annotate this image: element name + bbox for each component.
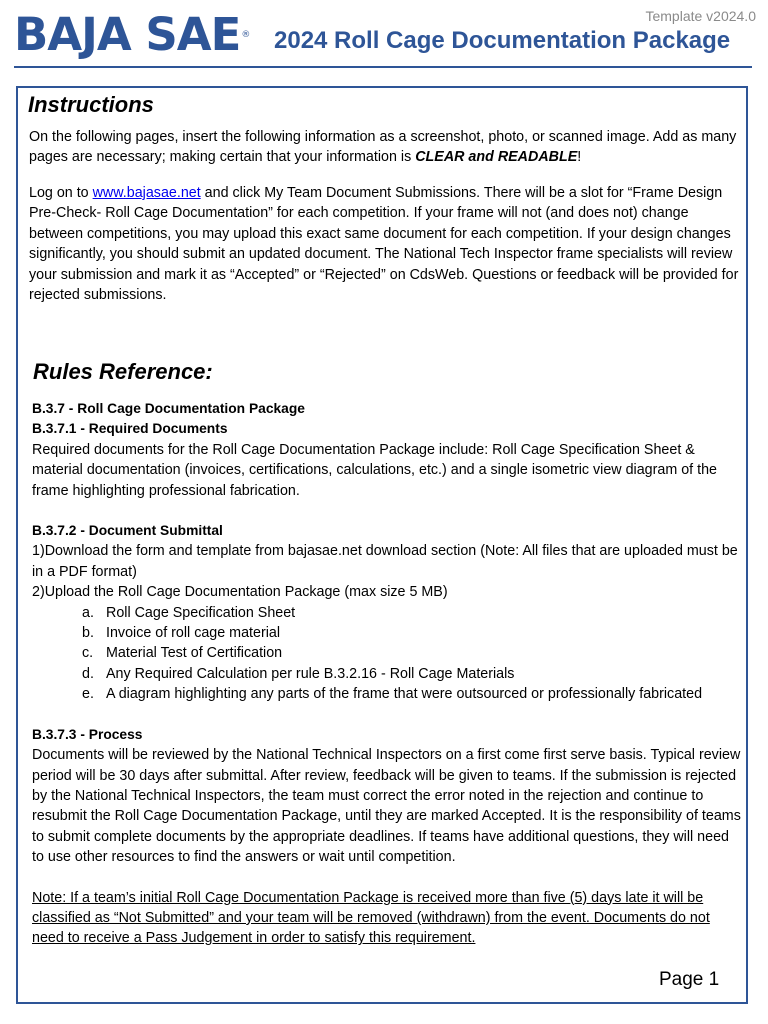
list-item-text: A diagram highlighting any parts of the frame that were outsourced or professionally fabricated [106, 686, 703, 703]
rule-b3372-heading: B.3.7.2 - Document Submittal [32, 523, 223, 539]
rule-b3371-heading: B.3.7.1 - Required Documents [32, 421, 228, 437]
list-marker: c. [82, 645, 94, 662]
para2-body: and click My Team Document Submissions. There will be a slot for “Frame Design Pre-Check- Roll Cage Documentation” for each competition. If your frame will not (and does not) change between competitions, you may upload this exact same document for each competition. If your design changes significantly, you should submit an updated document. The National Tech Inspector frame specialists will review your submission and mark it as “Accepted” or “Rejected” on CdsWeb. Questions or feedback will be provided for rejected submissions. [29, 185, 739, 304]
baja-sae-logo [14, 8, 250, 61]
rule-b3373-heading: B.3.7.3 - Process [32, 726, 143, 742]
list-item [32, 623, 744, 643]
rules-reference-heading: Rules Reference: [33, 359, 213, 384]
para1-end: ! [577, 149, 582, 166]
document-title: 2024 Roll Cage Documentation Package [274, 27, 731, 54]
instructions-heading: Instructions [28, 92, 154, 117]
list-marker: d. [82, 665, 94, 682]
rule-b337-heading: B.3.7 - Roll Cage Documentation Package [32, 401, 305, 416]
instructions-paragraph-2 [29, 183, 741, 305]
rule-b3372-step2: 2)Upload the Roll Cage Documentation Package (max size 5 MB) [32, 584, 448, 601]
list-marker: a. [82, 604, 94, 621]
header-divider [14, 66, 752, 68]
list-item [32, 603, 744, 623]
required-documents-list [32, 603, 744, 705]
list-item-text: Material Test of Certification [106, 645, 283, 662]
list-marker: e. [82, 686, 94, 703]
late-submission-note: Note: If a team’s initial Roll Cage Documentation Package is received more than five (5) days late it will be classified as “Not Submitted” and your team will be removed (withdrawn) from the event. Documents do not need to receive a Pass Judgement in order to satisfy this requirement. [32, 889, 710, 947]
para1-text: On the following pages, insert the following information as a screenshot, photo, or scanned image. Add as many pages are necessary; making certain that your information is [29, 129, 737, 166]
rule-b3371-text: Required documents for the Roll Cage Documentation Package include: Roll Cage Specification Sheet & material documentation (invoices, certifications, calculations, etc.) and a single isometric view diagram of the frame highlighting professional fabrication. [32, 441, 717, 499]
list-item-text: Any Required Calculation per rule B.3.2.16 - Roll Cage Materials [106, 665, 515, 682]
list-item-text: Roll Cage Specification Sheet [106, 604, 296, 621]
template-version: Template v2024.0 [645, 8, 756, 24]
logo-text: BAJA SAE [14, 8, 241, 61]
bajasae-link[interactable]: www.bajasae.net [92, 185, 201, 201]
instructions-paragraph-1 [29, 127, 741, 168]
rule-b3373-text: Documents will be reviewed by the National Technical Inspectors on a first come first serve basis. Typical review period will be 30 days after submittal. After review, feedback will be given to teams. If the submission is rejected by the National Technical Inspectors, the team must correct the error noted in the rejection and continue to resubmit the Roll Cage Documentation Package, until they are marked Accepted. It is the responsibility of teams to submit complete documents by the appropriate deadlines. If teams have additional questions, they will need to use other resources to find the answers or wait until competition. [32, 747, 741, 866]
list-item [32, 643, 744, 663]
list-item [32, 664, 744, 684]
para2-lead: Log on to [29, 185, 93, 201]
list-marker: b. [82, 625, 94, 642]
list-item [32, 684, 744, 704]
clear-readable-emphasis: CLEAR and READABLE [415, 149, 578, 166]
page-number: Page 1 [659, 969, 720, 990]
registered-mark: ® [241, 30, 250, 40]
rules-block [32, 399, 744, 949]
list-item-text: Invoice of roll cage material [106, 625, 281, 642]
rule-b3372-step1: 1)Download the form and template from bajasae.net download section (Note: All files that are uploaded must be in a PDF format) [32, 543, 738, 580]
